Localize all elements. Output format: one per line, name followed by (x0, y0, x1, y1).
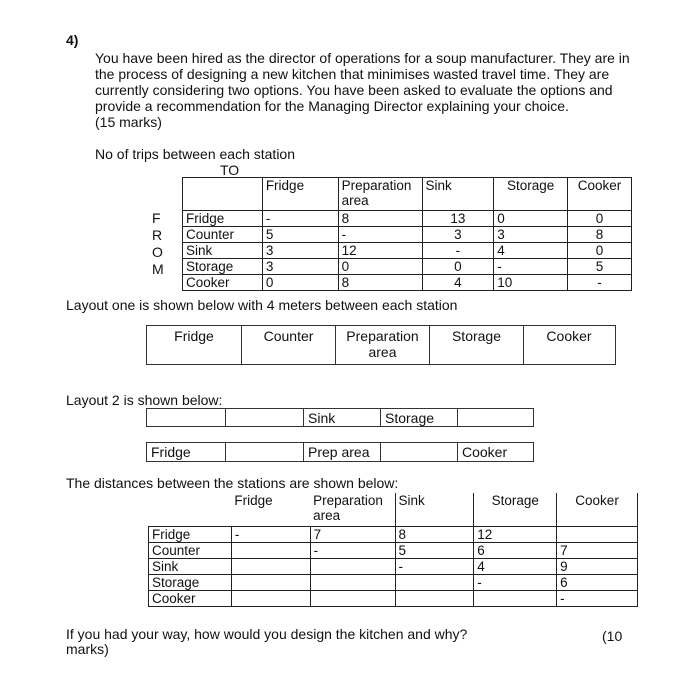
from-letter: M (152, 261, 164, 277)
cell: 7 (310, 527, 395, 543)
trips-caption: No of trips between each station (95, 146, 296, 162)
layout1-storage: Storage (429, 326, 523, 364)
cell (395, 591, 474, 607)
cell: - (338, 227, 422, 243)
cell (395, 575, 474, 591)
cell: 8 (338, 275, 422, 291)
table-row (149, 559, 638, 575)
header-storage: Storage (494, 178, 568, 211)
layout2-empty-cell (380, 443, 457, 461)
layout1-prep (335, 326, 429, 364)
header-prep-line2: area (341, 193, 369, 208)
intro-line: the process of designing a new kitchen that minimises wasted travel time. They are (95, 66, 610, 82)
row-label: Fridge (149, 527, 232, 543)
row-label: Fridge (183, 211, 263, 227)
from-letter: F (152, 210, 161, 226)
cell: - (474, 575, 557, 591)
layout2-empty-cell (457, 409, 532, 426)
cell: - (494, 259, 568, 275)
header-prep-line1: Preparation (313, 493, 383, 508)
from-letter: R (152, 227, 163, 243)
cell (231, 559, 310, 575)
to-label: TO (220, 162, 240, 178)
layout2-caption: Layout 2 is shown below: (66, 392, 223, 408)
header-prep (338, 178, 422, 211)
cell: - (231, 527, 310, 543)
layout2-bottom-row (146, 442, 534, 462)
header-prep-line2: area (313, 508, 341, 523)
header-cooker: Cooker (568, 178, 632, 211)
table-header-row (149, 493, 638, 527)
cell: 12 (338, 243, 422, 259)
cell (231, 591, 310, 607)
header-prep-line1: Preparation (341, 178, 412, 193)
layout2-storage: Storage (380, 409, 457, 426)
row-label: Sink (183, 243, 263, 259)
table-row (149, 575, 638, 591)
cell (474, 591, 557, 607)
cell: 4 (422, 275, 494, 291)
intro-paragraph (95, 50, 655, 130)
final-question: If you had your way, how would you design the kitchen and why? (66, 626, 468, 642)
cell: 5 (262, 227, 338, 243)
table-row (149, 543, 638, 559)
cell (310, 559, 395, 575)
cell: - (422, 243, 494, 259)
cell: 8 (338, 211, 422, 227)
cell: - (557, 591, 638, 607)
header-sink: Sink (422, 178, 494, 211)
row-label: Cooker (183, 275, 263, 291)
cell: 3 (262, 259, 338, 275)
cell: 13 (422, 211, 494, 227)
table-row (183, 259, 632, 275)
table-header-row (183, 178, 632, 211)
cell: - (262, 211, 338, 227)
layout2-sink: Sink (303, 409, 380, 426)
cell: 9 (557, 559, 638, 575)
table-row (183, 227, 632, 243)
intro-line: currently considering two options. You have been asked to evaluate the options and (95, 82, 613, 98)
cell: 8 (568, 227, 632, 243)
layout2-empty-cell (147, 409, 225, 426)
table-row (183, 275, 632, 291)
layout2-cooker: Cooker (457, 443, 532, 461)
header-prep (310, 493, 395, 527)
row-label: Sink (149, 559, 232, 575)
row-label: Counter (149, 543, 232, 559)
header-sink: Sink (395, 493, 474, 527)
table-row (183, 243, 632, 259)
layout1-prep-line1: Preparation (346, 328, 419, 344)
cell: - (568, 275, 632, 291)
cell: 0 (494, 211, 568, 227)
cell: 4 (494, 243, 568, 259)
layout1-diagram (146, 325, 616, 365)
header-storage: Storage (474, 493, 557, 527)
header-fridge: Fridge (234, 493, 273, 508)
layout2-empty-cell (225, 409, 303, 426)
distances-caption: The distances between the stations are shown below: (66, 475, 399, 491)
marks-label: (15 marks) (95, 114, 162, 130)
header-cooker: Cooker (557, 493, 638, 527)
trips-table (182, 177, 632, 291)
cell: 0 (568, 243, 632, 259)
cell: 5 (568, 259, 632, 275)
cell: 12 (474, 527, 557, 543)
row-label: Counter (183, 227, 263, 243)
cell: 4 (474, 559, 557, 575)
cell (557, 527, 638, 543)
layout2-top-row (146, 408, 534, 427)
cell: - (310, 543, 395, 559)
intro-line: provide a recommendation for the Managing Director explaining your choice. (95, 98, 569, 114)
table-row (183, 211, 632, 227)
table-row (149, 591, 638, 607)
row-label: Storage (183, 259, 263, 275)
layout1-prep-line2: area (368, 344, 397, 360)
final-marks: (10 (602, 628, 623, 644)
header-fridge: Fridge (262, 178, 338, 211)
layout1-counter: Counter (241, 326, 335, 364)
question-number: 4) (66, 32, 79, 48)
cell: 0 (422, 259, 494, 275)
cell: 5 (395, 543, 474, 559)
final-marks-cont: marks) (66, 641, 109, 657)
cell (231, 543, 310, 559)
table-row (149, 527, 638, 543)
cell: 6 (474, 543, 557, 559)
cell: - (395, 559, 474, 575)
cell (310, 591, 395, 607)
cell: 6 (557, 575, 638, 591)
row-label: Cooker (149, 591, 232, 607)
cell (231, 575, 310, 591)
cell: 3 (422, 227, 494, 243)
layout1-fridge: Fridge (174, 328, 214, 344)
cell: 10 (494, 275, 568, 291)
cell (310, 575, 395, 591)
cell: 0 (568, 211, 632, 227)
row-label: Storage (149, 575, 232, 591)
layout1-cooker: Cooker (523, 326, 614, 364)
intro-line: You have been hired as the director of operations for a soup manufacturer. They are in (95, 50, 630, 66)
distances-table (148, 493, 638, 607)
cell: 0 (262, 275, 338, 291)
cell: 3 (262, 243, 338, 259)
from-letter: O (152, 244, 163, 260)
cell: 8 (395, 527, 474, 543)
cell: 3 (494, 227, 568, 243)
cell: 7 (557, 543, 638, 559)
cell: 0 (338, 259, 422, 275)
layout2-empty-cell (225, 443, 303, 461)
layout1-caption: Layout one is shown below with 4 meters between each station (66, 297, 458, 313)
layout2-fridge: Fridge (151, 444, 191, 460)
layout2-prep-area: Prep area (303, 443, 380, 461)
